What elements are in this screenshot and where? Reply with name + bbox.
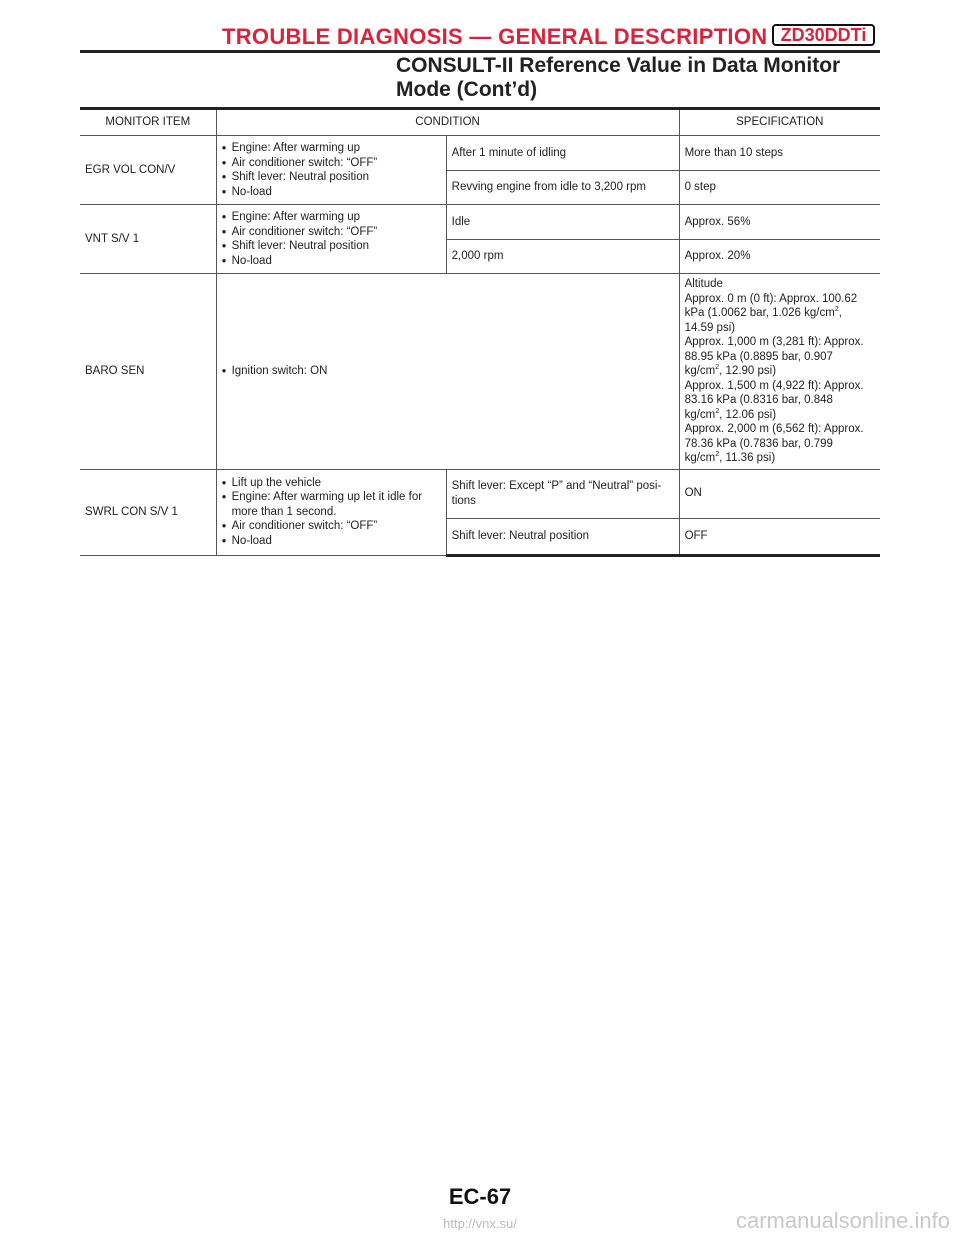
specification: 0 step — [679, 171, 880, 205]
conditions-swrl — [216, 469, 446, 555]
conditions-egr — [216, 136, 446, 205]
conditions-vnt — [216, 205, 446, 274]
section-title-line2: Mode (Cont’d) — [396, 78, 538, 101]
header-monitor-item: MONITOR ITEM — [80, 110, 216, 136]
table-header-row — [80, 110, 880, 136]
page-number: EC-67 — [448, 1184, 512, 1209]
table-row — [80, 274, 880, 470]
monitor-item-swrl: SWRL CON S/V 1 — [80, 469, 216, 555]
conditions-baro — [216, 274, 679, 470]
spec-line: Approx. 1,500 m (4,922 ft): Approx. — [684, 379, 864, 392]
spec-line: 78.36 kPa (0.7836 bar, 0.799 — [684, 437, 833, 450]
specification: Approx. 20% — [679, 240, 880, 274]
header-title: TROUBLE DIAGNOSIS — GENERAL DESCRIPTION — [222, 24, 768, 49]
specification: OFF — [679, 518, 880, 555]
sub-condition: Revving engine from idle to 3,200 rpm — [446, 171, 679, 205]
watermark: carmanualsonline.info — [735, 1208, 950, 1233]
spec-line: 14.59 psi) — [684, 321, 736, 334]
condition-item: ● Air conditioner switch: “OFF” — [222, 156, 441, 171]
condition-item: ● No-load — [222, 254, 441, 269]
footer-url[interactable]: http://vnx.su/ — [443, 1216, 517, 1231]
header-specification: SPECIFICATION — [679, 110, 880, 136]
condition-item: ● Shift lever: Neutral position — [222, 170, 441, 185]
condition-item: ● Ignition switch: ON — [222, 364, 674, 379]
sub-condition: After 1 minute of idling — [446, 136, 679, 171]
spec-line: Altitude — [684, 278, 723, 290]
monitor-item-vnt: VNT S/V 1 — [80, 205, 216, 274]
spec-line: $kg/cm^2$, 11.36 psi) — [684, 451, 776, 464]
monitor-item-baro: BARO SEN — [80, 274, 216, 470]
spec-line: $kg/cm^2$, 12.90 psi) — [684, 364, 777, 377]
condition-item: ● No-load — [222, 534, 441, 549]
specification: ON — [679, 469, 880, 518]
condition-item: ● Lift up the vehicle — [222, 476, 441, 491]
table-row — [80, 205, 880, 240]
spec-line: Approx. 0 m (0 ft): Approx. 100.62 — [684, 292, 858, 305]
sub-condition: Shift lever: Except “P” and “Neutral” posi- tions — [446, 469, 679, 518]
table-row — [80, 469, 880, 518]
monitor-item-egr: EGR VOL CON/V — [80, 136, 216, 205]
spec-line: 83.16 kPa (0.8316 bar, 0.848 — [684, 394, 833, 406]
model-badge: ZD30DDTi — [772, 24, 875, 46]
header-rule — [80, 50, 880, 53]
table-row — [80, 136, 880, 171]
spec-line: Approx. 2,000 m (6,562 ft): Approx. — [684, 423, 864, 435]
section-title-line1: CONSULT-II Reference Value in Data Monitor — [396, 54, 841, 77]
spec-line: 88.95 kPa (0.8895 bar, 0.907 — [684, 350, 833, 363]
condition-item: ● Engine: After warming up — [222, 210, 441, 225]
specification-baro — [679, 274, 880, 470]
condition-item: ● Engine: After warming up let it idle for more than 1 second. — [222, 490, 441, 519]
condition-item: ● Engine: After warming up — [222, 141, 441, 156]
spec-line: $kg/cm^2$, 12.06 psi) — [684, 407, 777, 421]
condition-item: ● No-load — [222, 185, 441, 200]
sub-condition: Shift lever: Neutral position — [446, 518, 679, 555]
sub-condition: Idle — [446, 205, 679, 240]
section-title — [396, 54, 876, 102]
sub-condition: 2,000 rpm — [446, 240, 679, 274]
header-condition: CONDITION — [216, 110, 679, 136]
condition-item: ● Air conditioner switch: “OFF” — [222, 225, 441, 240]
spec-line: kPa (1.0062 bar, 1.026 $kg/cm^2$, — [684, 306, 842, 319]
condition-item: ● Shift lever: Neutral position — [222, 239, 441, 254]
specification: More than 10 steps — [679, 136, 880, 171]
condition-item: ● Air conditioner switch: “OFF” — [222, 519, 441, 534]
spec-line: Approx. 1,000 m (3,281 ft): Approx. — [684, 336, 864, 348]
specification: Approx. 56% — [679, 205, 880, 240]
reference-value-table — [80, 110, 880, 557]
